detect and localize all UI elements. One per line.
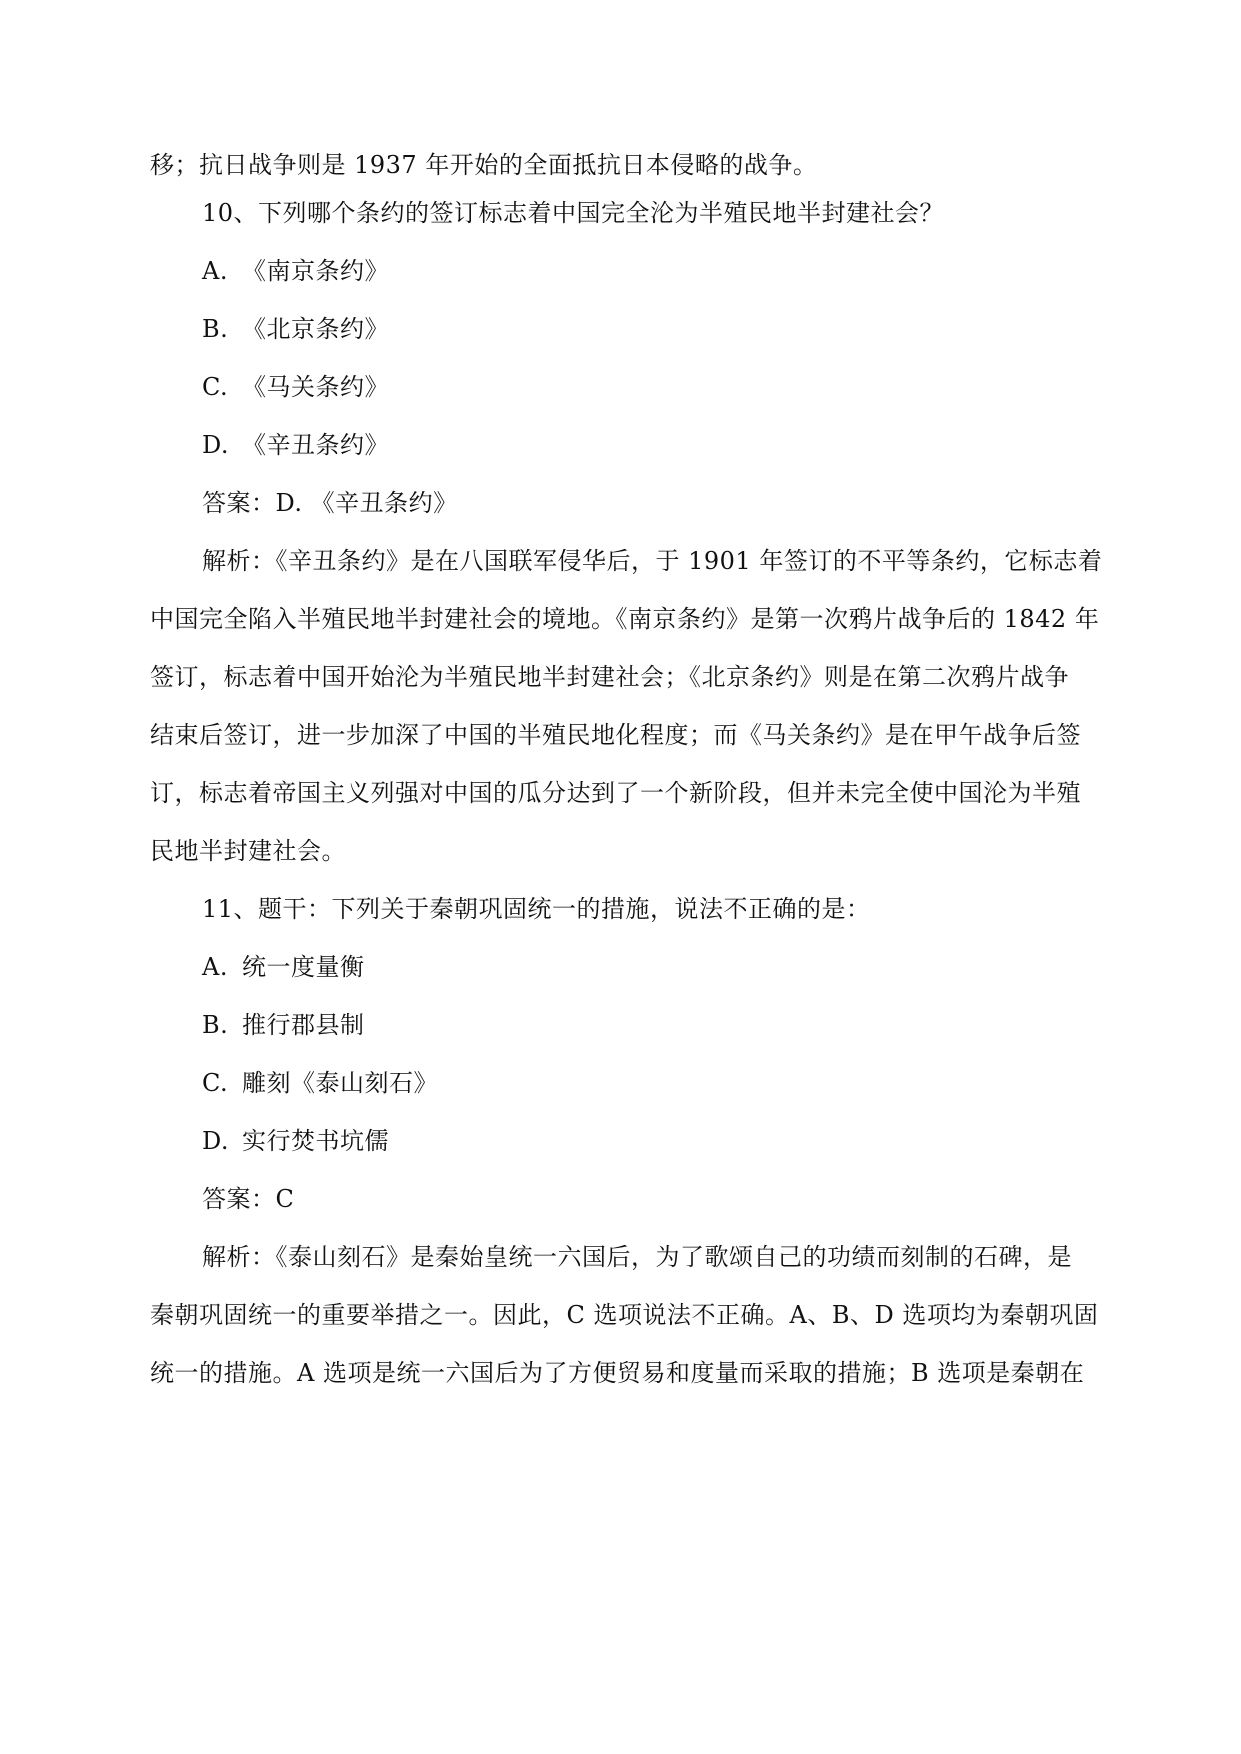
q9-explanation-tail: 移；抗日战争则是 1937 年开始的全面抵抗日本侵略的战争。 [150, 151, 818, 179]
option-text: 推行郡县制 [242, 1011, 365, 1039]
q10-explanation-line: 解析：《辛丑条约》是在八国联军侵华后，于 1901 年签订的不平等条约，它标志着 [202, 547, 1103, 575]
q10-option-a [202, 256, 389, 286]
q10-answer: 答案：D. 《辛丑条约》 [202, 489, 458, 517]
q11-option-b [202, 1010, 365, 1040]
q10-explanation-line: 中国完全陷入半殖民地半封建社会的境地。《南京条约》是第一次鸦片战争后的 1842 年 [150, 605, 1100, 633]
q10-option-c [202, 372, 389, 402]
q11-explanation-line: 秦朝巩固统一的重要举措之一。因此，C 选项说法不正确。A、B、D 选项均为秦朝巩固 [150, 1301, 1099, 1329]
option-text: 统一度量衡 [242, 953, 365, 981]
q11-explanation-line: 统一的措施。A 选项是统一六国后为了方便贸易和度量而采取的措施；B 选项是秦朝在 [150, 1359, 1085, 1387]
option-label: B. [202, 315, 229, 343]
option-label: C. [202, 373, 229, 401]
option-label: C. [202, 1069, 229, 1097]
q10-explanation-line: 签订，标志着中国开始沦为半殖民地半封建社会；《北京条约》则是在第二次鸦片战争 [150, 663, 1069, 691]
q10-option-b [202, 314, 389, 344]
option-label: A. [202, 257, 228, 285]
option-text: 雕刻《泰山刻石》 [242, 1069, 438, 1097]
option-label: D. [202, 431, 230, 459]
option-label: D. [202, 1127, 230, 1155]
q11-answer: 答案：C [202, 1185, 295, 1213]
q10-explanation-line: 结束后签订，进一步加深了中国的半殖民地化程度；而《马关条约》是在甲午战争后签 [150, 721, 1081, 749]
q10-explanation-line: 民地半封建社会。 [150, 837, 346, 865]
q10-explanation-line: 订，标志着帝国主义列强对中国的瓜分达到了一个新阶段，但并未完全使中国沦为半殖 [150, 779, 1081, 807]
option-text: 实行焚书坑儒 [242, 1127, 389, 1155]
q11-option-d [202, 1126, 389, 1156]
q11-explanation-line: 解析：《泰山刻石》是秦始皇统一六国后，为了歌颂自己的功绩而刻制的石碑，是 [202, 1243, 1072, 1271]
option-label: A. [202, 953, 228, 981]
option-text: 《马关条约》 [242, 373, 389, 401]
q11-option-a [202, 952, 365, 982]
q11-option-c [202, 1068, 438, 1098]
option-text: 《辛丑条约》 [242, 431, 389, 459]
q10-question: 10、下列哪个条约的签订标志着中国完全沦为半殖民地半封建社会？ [202, 199, 945, 227]
option-text: 《南京条约》 [242, 257, 389, 285]
option-text: 《北京条约》 [242, 315, 389, 343]
option-label: B. [202, 1011, 229, 1039]
q10-option-d [202, 430, 389, 460]
q11-question: 11、题干：下列关于秦朝巩固统一的措施，说法不正确的是： [202, 895, 871, 923]
